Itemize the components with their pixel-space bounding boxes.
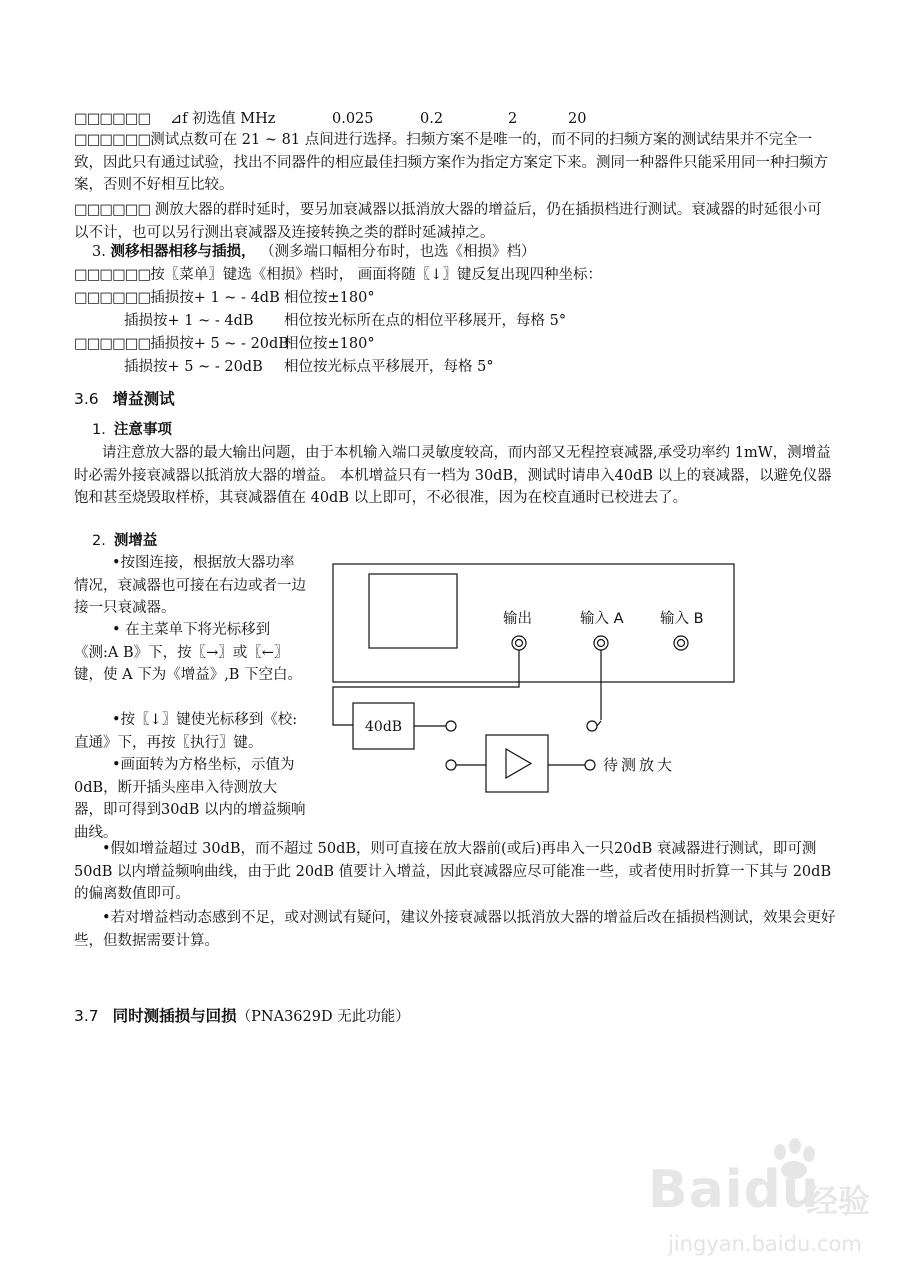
section-note: （PNA3629D 无此功能） bbox=[236, 1009, 410, 1025]
freq-value-3: 2 bbox=[508, 111, 518, 127]
watermark-url: jingyan.baidu.com bbox=[668, 1232, 862, 1256]
input-a-connector-icon bbox=[587, 721, 597, 731]
bullet-text: •按〖↓〗键使光标移到《校:直通》下，再按〖执行〗键。 bbox=[74, 712, 298, 751]
amplifier-box bbox=[486, 735, 548, 792]
phase-range: 相位按±180° bbox=[284, 336, 375, 352]
subsection-note: （测多端口幅相分布时，也选《相损》档） bbox=[260, 244, 536, 260]
baidu-watermark bbox=[618, 1138, 878, 1278]
freq-value-4: 20 bbox=[568, 111, 587, 127]
section-title: 增益测试 bbox=[112, 390, 175, 408]
phase-range: 相位按光标点平移展开，每格 5° bbox=[284, 359, 494, 375]
phase-range: 相位按±180° bbox=[284, 290, 375, 306]
paragraph-text: 测放大器的群时延时，要另加衰减器以抵消放大器的增益后，仍在插损档进行测试。衰减器的时延很小可以不计，也可以另行测出衰减器及连接转换之类的群时延减掉之。 bbox=[74, 202, 822, 241]
bullet-dynamic-range bbox=[74, 907, 836, 952]
paragraph-text: 测试点数可在 21 ~ 81 点间进行选择。扫频方案不是唯一的，而不同的扫频方案的测试结果并不完全一致，因此只有通过试验，找出不同器件的相应最佳扫频方案作为指定方案定下来。测同一种器件只能采用同一种扫频方案，否则不好相互比较。 bbox=[74, 132, 828, 193]
placeholder-glyphs: □□□□□□ bbox=[74, 111, 151, 127]
freq-value-1: 0.025 bbox=[332, 111, 374, 127]
output-port-icon bbox=[512, 636, 526, 650]
placeholder-glyphs: □□□□□□ bbox=[74, 290, 151, 306]
bullet-text: •若对增益档动态感到不足，或对测试有疑问，建议外接衰减器以抵消放大器的增益后改在插损档测试，效果会更好些，但数据需要计算。 bbox=[74, 910, 836, 949]
bullet-text: •按图连接，根据放大器功率情况，衰减器也可接在右边或者一边接一只衰减器。 bbox=[74, 555, 306, 616]
dut-output-connector-icon bbox=[585, 760, 595, 770]
insertion-loss-range: 插损按+ 1 ~ - 4dB bbox=[150, 290, 280, 306]
subsection-number: 1. bbox=[92, 422, 106, 438]
input-a-port-icon bbox=[594, 636, 608, 650]
placeholder-glyphs: □□□□□□ bbox=[74, 202, 151, 218]
amplifier-symbol-icon bbox=[506, 749, 531, 778]
subsection-number: 3. bbox=[92, 244, 106, 260]
dut-label: 待测放大 bbox=[603, 756, 676, 774]
bullet-over-gain bbox=[74, 838, 836, 906]
section-number: 3.7 bbox=[74, 1007, 99, 1025]
section-3-7-heading bbox=[74, 1005, 410, 1028]
paragraph-text: 请注意放大器的最大输出问题，由于本机输入端口灵敏度较高，而内部又无程控衰减器,承受功率约 1mW，测增益时必需外接衰减器以抵消放大器的增益。 本机增益只有一档为 30dB，测试时请串入40dB 以上的衰减器，以避免仪器饱和甚至烧毁取样桥，其衰减器值在 40dB 以上即可，不必很准，因为在校直通时已校进去了。 bbox=[74, 445, 832, 506]
paragraph-text: 按〖菜单〗键选《相损》档时， 画面将随〖↓〗键反复出现四种坐标： bbox=[150, 267, 602, 283]
input-b-label: 输入 B bbox=[660, 611, 704, 627]
output-cable bbox=[333, 650, 519, 725]
subsection-title: 测增益 bbox=[113, 533, 158, 549]
watermark-logo-text: Baidu bbox=[648, 1160, 820, 1220]
input-a-label: 输入 A bbox=[580, 611, 624, 627]
freq-value-2: 0.2 bbox=[420, 111, 444, 127]
subsection-title: 测移相器相移与插损， bbox=[110, 243, 256, 260]
insertion-loss-range: 插损按+ 5 ~ - 20dB bbox=[150, 336, 289, 352]
placeholder-glyphs: □□□□□□ bbox=[74, 336, 151, 352]
bullet-text: •画面转为方格坐标，示值为 0dB，断开插头座串入待测放大器，即可得到30dB 以内的增益频响曲线。 bbox=[74, 757, 306, 841]
section-title: 同时测插损与回损 bbox=[112, 1007, 237, 1025]
insertion-loss-range: 插损按+ 1 ~ - 4dB bbox=[124, 313, 254, 329]
input-b-port-icon bbox=[674, 636, 688, 650]
placeholder-glyphs: □□□□□□ bbox=[74, 267, 151, 283]
placeholder-glyphs: □□□□□□ bbox=[74, 132, 151, 148]
freq-label: ⊿f 初选值 MHz bbox=[170, 111, 276, 127]
insertion-loss-range: 插损按+ 5 ~ - 20dB bbox=[124, 359, 263, 375]
input-a-connector-lead bbox=[597, 721, 601, 726]
phase-range: 相位按光标所在点的相位平移展开，每格 5° bbox=[284, 313, 567, 329]
section-number: 3.6 bbox=[74, 390, 99, 408]
subsection-title: 注意事项 bbox=[113, 422, 172, 438]
instrument-screen bbox=[369, 574, 457, 648]
subsection-number: 2. bbox=[92, 533, 106, 549]
attenuator-label: 40dB bbox=[365, 719, 403, 735]
watermark-cn-text: 经验 bbox=[806, 1182, 871, 1220]
output-label: 输出 bbox=[503, 611, 532, 627]
dut-input-connector-icon bbox=[446, 760, 456, 770]
bullet-text: • 在主菜单下将光标移到《测:A B》下，按〖→〗或〖←〗键，使 A 下为《增益》,B 下空白。 bbox=[74, 622, 303, 683]
attenuator-connector-icon bbox=[446, 721, 456, 731]
bullet-text: •假如增益超过 30dB，而不超过 50dB，则可直接在放大器前(或后)再串入一只20dB 衰减器进行测试，即可测 50dB 以内增益频响曲线，由于此 20dB 值要计入增益，因此衰减器应尽可能准一些，或者使用时折算一下其与 20dB 的偏离数值即可。 bbox=[74, 841, 832, 902]
